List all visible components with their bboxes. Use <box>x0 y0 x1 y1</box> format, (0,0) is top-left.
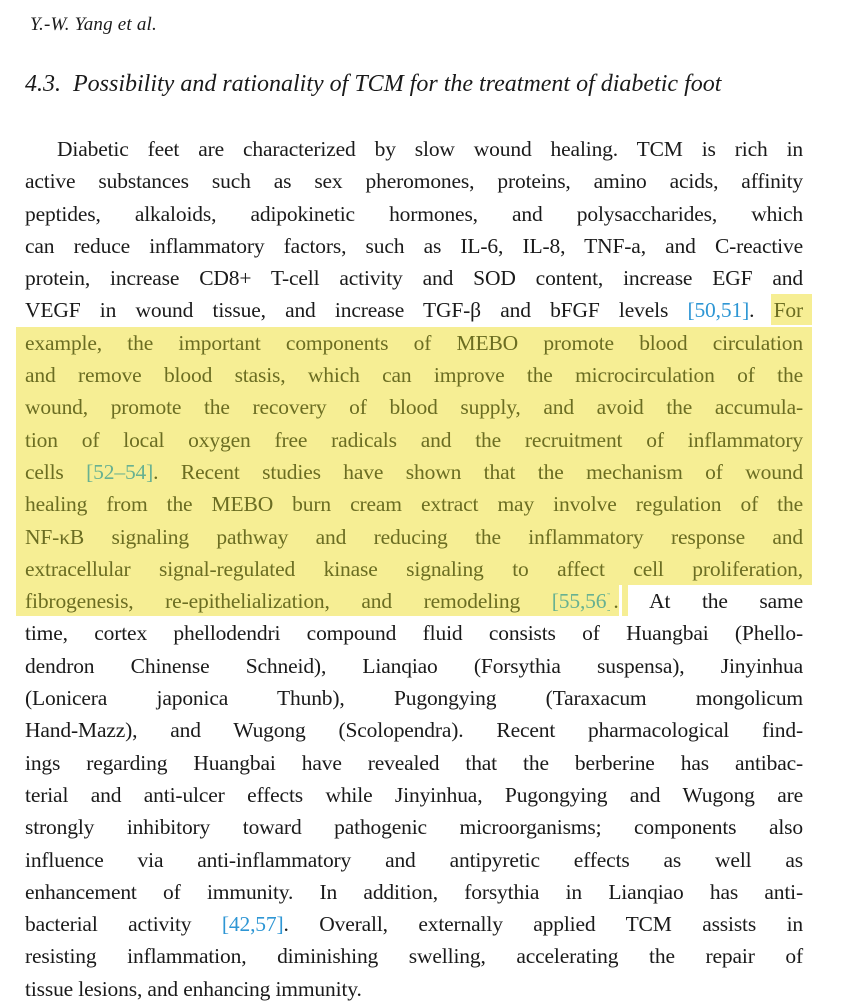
citation-link[interactable]: [55,56] <box>552 585 614 616</box>
text-segment: Diabetic feet are characterized by slow wound healing. TCM is rich in <box>57 137 803 161</box>
text-line <box>25 747 803 779</box>
text-segment: influence via anti-inflammatory and antipyretic effects as well as <box>25 847 803 872</box>
text-segment: . <box>749 298 774 323</box>
section-number: 4.3. <box>25 71 61 97</box>
text-segment: wound, promote the recovery of blood supply, and avoid the accumula- <box>25 395 803 420</box>
text-segment: At the same <box>618 589 803 614</box>
text-segment: enhancement of immunity. In addition, forsythia in Lianqiao has anti- <box>25 879 803 904</box>
text-segment: For <box>774 294 803 325</box>
citation-link[interactable]: [42,57] <box>221 912 284 937</box>
text-line <box>25 198 803 230</box>
text-segment: and remove blood stasis, which can improve the microcirculation of the <box>25 363 803 388</box>
text-line <box>25 844 803 876</box>
highlighted-text-line <box>25 327 803 359</box>
citation-link[interactable]: [52–54] <box>86 456 153 487</box>
text-line <box>25 617 803 649</box>
section-heading <box>25 69 721 99</box>
text-segment: . <box>613 585 618 616</box>
highlighted-text-line <box>25 424 803 456</box>
highlighted-text-line <box>25 553 803 585</box>
text-line <box>25 682 803 714</box>
text-segment: strongly inhibitory toward pathogenic microorganisms; components also <box>25 815 803 840</box>
paragraph <box>25 133 803 1005</box>
text-line <box>25 973 803 1005</box>
text-segment: ings regarding Huangbai have revealed that the berberine has antibac- <box>25 750 803 775</box>
text-segment: . Recent studies have shown that the mechanism of wound <box>153 459 803 484</box>
text-line <box>25 779 803 811</box>
text-segment: example, the important components of MEBO promote blood circulation <box>25 330 803 355</box>
text-segment: bacterial activity <box>25 912 222 937</box>
text-segment: NF-κB signaling pathway and reducing the inflammatory response and <box>25 524 803 549</box>
text-segment: tissue lesions, and enhancing immunity. <box>25 976 362 1001</box>
text-line <box>25 165 803 197</box>
text-segment: (Lonicera japonica Thunb), Pugongying (Taraxacum mongolicum <box>25 686 803 711</box>
highlighted-text-line <box>25 391 803 423</box>
citation-link[interactable]: [50,51] <box>687 298 750 323</box>
text-segment: peptides, alkaloids, adipokinetic hormones, and polysaccharides, which <box>25 201 803 226</box>
text-line <box>25 133 803 165</box>
highlighted-text-line <box>25 456 803 488</box>
text-line <box>25 876 803 908</box>
text-segment: terial and anti-ulcer effects while Jinyinhua, Pugongying and Wugong are <box>25 782 803 807</box>
text-segment: Hand-Mazz), and Wugong (Scolopendra). Recent pharmacological find- <box>25 718 803 743</box>
text-segment: protein, increase CD8+ T-cell activity and SOD content, increase EGF and <box>25 266 803 291</box>
text-line <box>25 262 803 294</box>
text-line <box>25 811 803 843</box>
text-line <box>25 908 803 940</box>
text-segment: . Overall, externally applied TCM assists in <box>283 912 803 937</box>
text-segment: dendron Chinense Schneid), Lianqiao (Forsythia suspensa), Jinyinhua <box>25 653 803 678</box>
text-line <box>25 230 803 262</box>
text-segment: resisting inflammation, diminishing swelling, accelerating the repair of <box>25 944 803 969</box>
text-segment: cells <box>25 459 87 484</box>
text-segment: healing from the MEBO burn cream extract may involve regulation of the <box>25 492 803 517</box>
running-head: Y.-W. Yang et al. <box>30 14 157 35</box>
highlighted-text-line <box>25 488 803 520</box>
highlighted-text-line <box>25 521 803 553</box>
text-line <box>25 940 803 972</box>
text-segment: time, cortex phellodendri compound fluid consists of Huangbai (Phello- <box>25 621 803 646</box>
text-segment: active substances such as sex pheromones, proteins, amino acids, affinity <box>25 169 803 194</box>
highlighted-text-line <box>25 359 803 391</box>
text-line <box>25 714 803 746</box>
text-segment: extracellular signal-regulated kinase signaling to affect cell proliferation, <box>25 556 803 581</box>
text-line <box>25 294 803 326</box>
text-segment: tion of local oxygen free radicals and the recruitment of inflammatory <box>25 427 803 452</box>
text-line <box>25 650 803 682</box>
text-segment: fibrogenesis, re-epithelialization, and remodeling <box>25 585 552 616</box>
section-title: Possibility and rationality of TCM for the treatment of diabetic foot <box>73 71 722 97</box>
text-segment: VEGF in wound tissue, and increase TGF-β and bFGF levels <box>25 298 688 323</box>
text-segment: can reduce inflammatory factors, such as IL-6, IL-8, TNF-a, and C-reactive <box>25 233 803 258</box>
text-line <box>25 585 803 617</box>
